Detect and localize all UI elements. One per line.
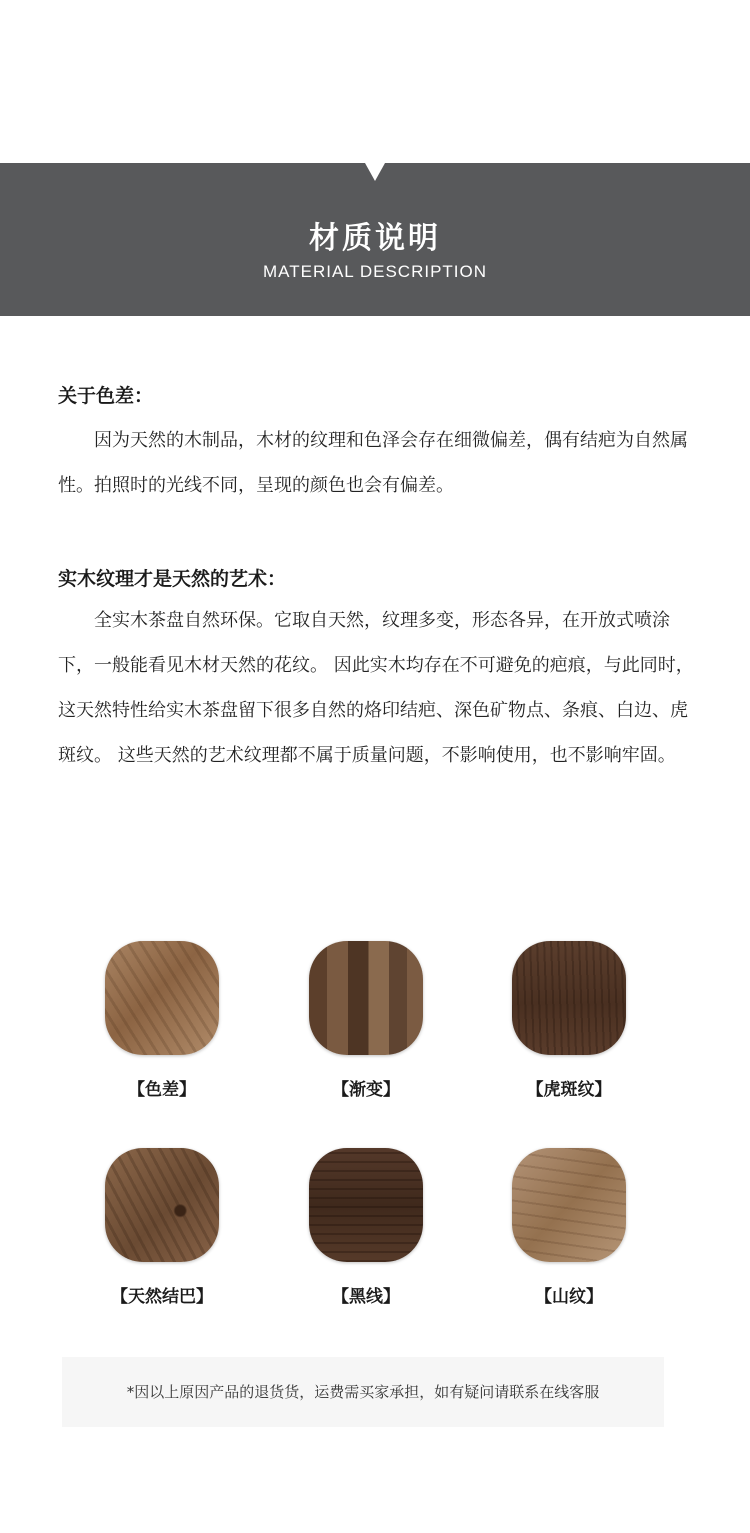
page-subtitle: MATERIAL DESCRIPTION [262,262,488,281]
swatch-label: 【山纹】 [535,1287,603,1307]
walnut-knot-swatch-icon [105,1148,219,1262]
swatch-label: 【黑线】 [332,1287,400,1307]
section-heading-wood-grain: 实木纹理才是天然的艺术： [58,568,287,590]
walnut-dark-line-swatch-icon [309,1148,423,1262]
swatch-label: 【虎斑纹】 [526,1080,612,1100]
swatch-item-tiger-stripe [499,941,639,1100]
walnut-mountain-grain-swatch-icon [512,1148,626,1262]
return-policy-note: *因以上原因产品的退货货，运费需买家承担，如有疑问请联系在线客服 [62,1357,664,1427]
swatch-item-knot [92,1148,232,1307]
section-paragraph-wood-grain: 全实木茶盘自然环保。它取自天然，纹理多变，形态各异，在开放式喷涂下，一般能看见木材天然的花纹。 因此实木均存在不可避免的疤痕，与此同时，这天然特性给实木茶盘留下很多自然的烙印结疤、深色矿物点、条痕、白边、虎斑纹。 这些天然的艺术纹理都不属于质量问题，不影响使用，也不影响牢固。 [58,610,694,766]
section-heading-color-difference: 关于色差： [58,385,154,407]
page-title: 材质说明 [309,221,441,256]
swatch-label: 【渐变】 [332,1080,400,1100]
section-paragraph-color-difference: 因为天然的木制品，木材的纹理和色泽会存在细微偏差，偶有结疤为自然属性。拍照时的光线不同，呈现的颜色也会有偏差。 [58,430,688,496]
swatch-label: 【色差】 [128,1080,196,1100]
banner-notch [365,163,385,181]
swatch-label: 【天然结巴】 [111,1287,213,1307]
swatch-item-gradient [296,941,436,1100]
swatch-item-mountain-grain [499,1148,639,1307]
walnut-gradient-swatch-icon [309,941,423,1055]
swatch-item-color-difference [92,941,232,1100]
walnut-tiger-stripe-swatch-icon [512,941,626,1055]
swatch-item-dark-line [296,1148,436,1307]
walnut-light-swatch-icon [105,941,219,1055]
